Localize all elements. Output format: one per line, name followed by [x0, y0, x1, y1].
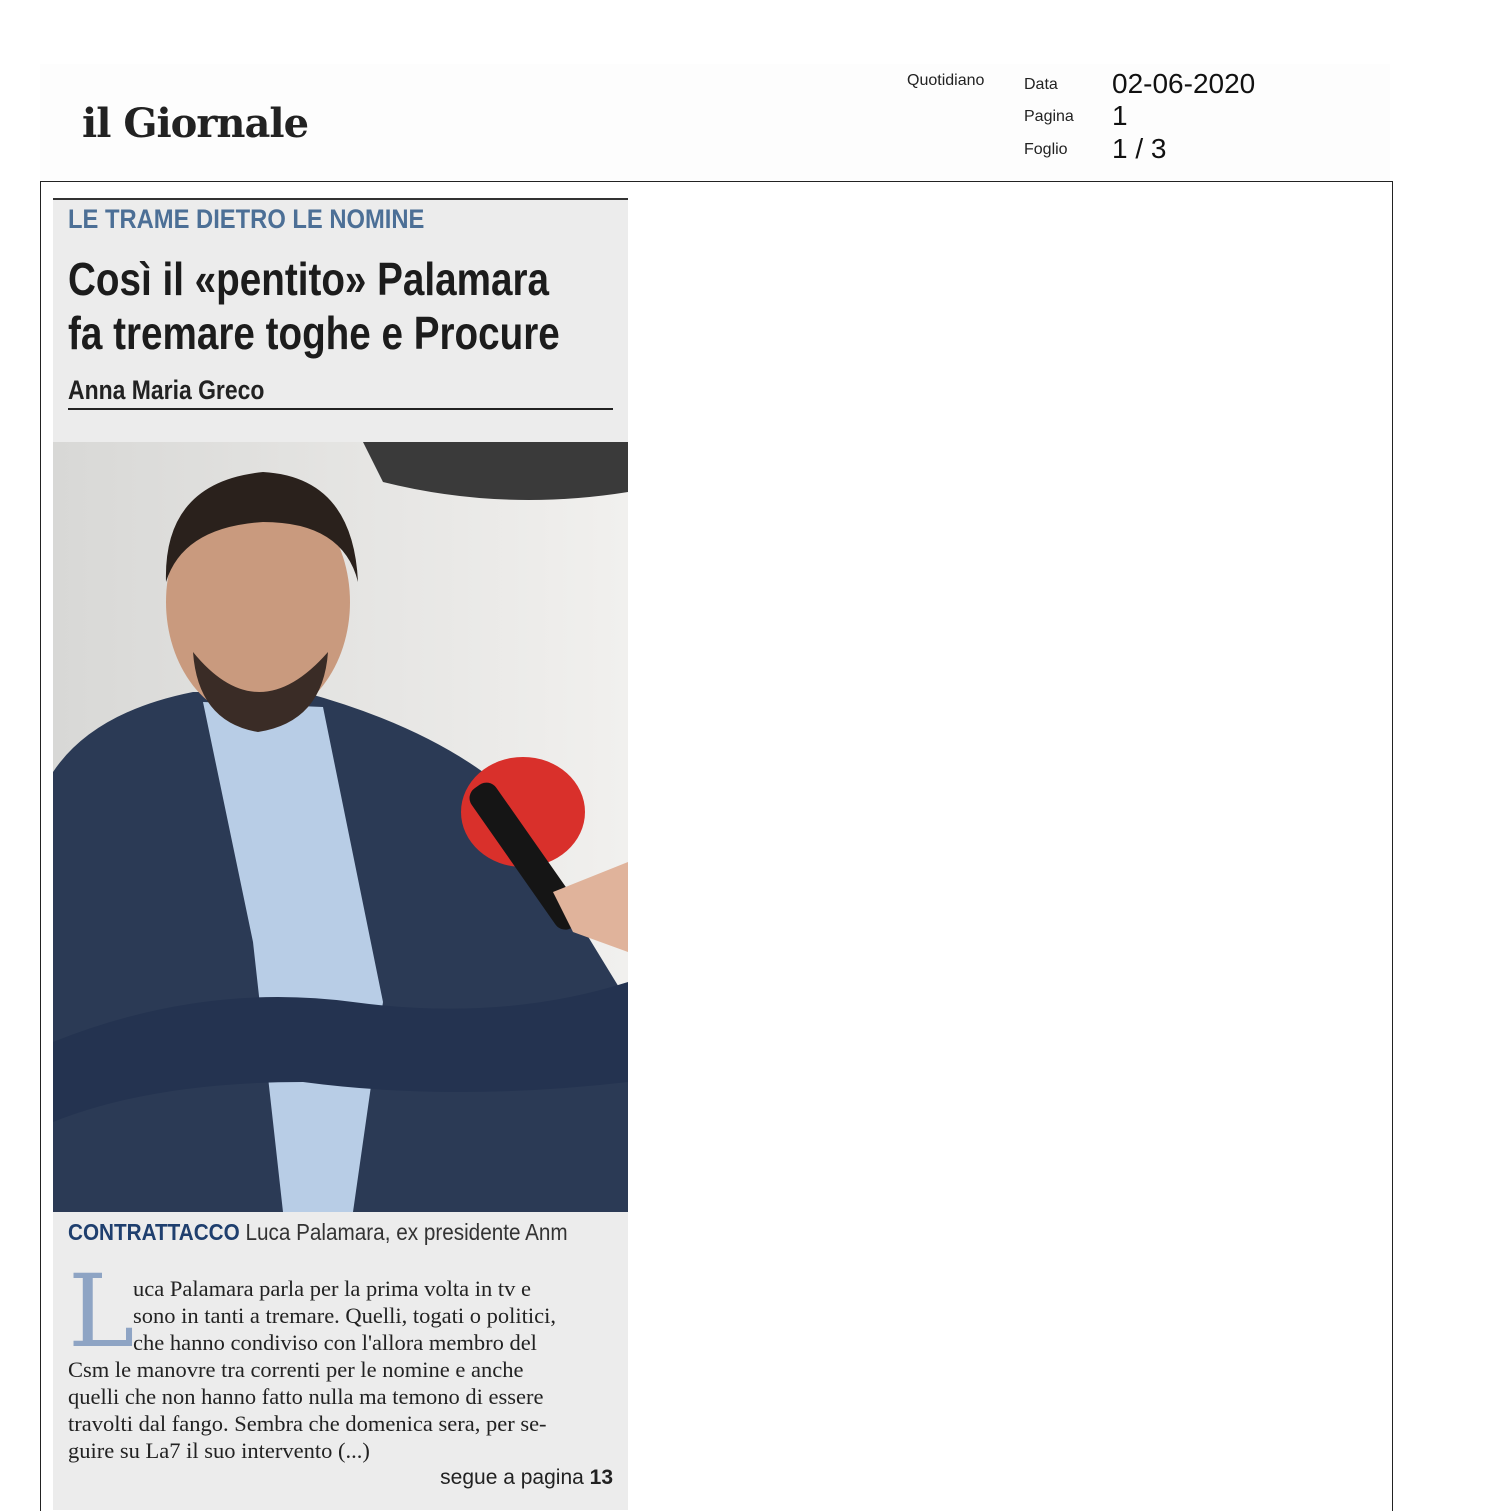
- body-line: che hanno condiviso con l'allora membro del: [133, 1330, 537, 1355]
- body-line: uca Palamara parla per la prima volta in tv e: [133, 1276, 531, 1301]
- body-line: guire su La7 il suo intervento (...): [68, 1438, 370, 1463]
- article-body: [68, 1275, 613, 1464]
- body-line: quelli che non hanno fatto nulla ma temono di essere: [68, 1384, 544, 1409]
- article-photo: [53, 442, 628, 1212]
- article-kicker: LE TRAME DIETRO LE NOMINE: [68, 204, 425, 234]
- page-label: Pagina: [1024, 108, 1074, 125]
- body-line: travolti dal fango. Sembra che domenica sera, per se-: [68, 1411, 547, 1436]
- publication-type: Quotidiano: [907, 72, 985, 89]
- article-author: Anna Maria Greco: [68, 375, 265, 405]
- photo-caption: [68, 1219, 568, 1246]
- divider: [68, 408, 613, 410]
- caption-label: CONTRATTACCO: [68, 1219, 240, 1245]
- newspaper-logo: il Giornale: [82, 100, 309, 147]
- title-line: fa tremare toghe e Procure: [68, 307, 560, 359]
- article-title: [68, 252, 560, 360]
- body-line: sono in tanti a tremare. Quelli, togati o politici,: [133, 1303, 557, 1328]
- date-label: Data: [1024, 76, 1058, 93]
- drop-cap: L: [68, 1253, 135, 1370]
- segue-text: segue a pagina: [440, 1466, 590, 1489]
- continued-on-page: [440, 1466, 613, 1490]
- body-line: Csm le manovre tra correnti per le nomine e anche: [68, 1357, 524, 1382]
- caption-text: Luca Palamara, ex presidente Anm: [239, 1219, 568, 1245]
- sheet-label: Foglio: [1024, 141, 1068, 158]
- segue-page: 13: [589, 1466, 613, 1489]
- sheet-value: 1 / 3: [1112, 133, 1167, 164]
- page-value: 1: [1112, 100, 1128, 131]
- date-value: 02-06-2020: [1112, 68, 1256, 99]
- title-line: Così il «pentito» Palamara: [68, 253, 550, 305]
